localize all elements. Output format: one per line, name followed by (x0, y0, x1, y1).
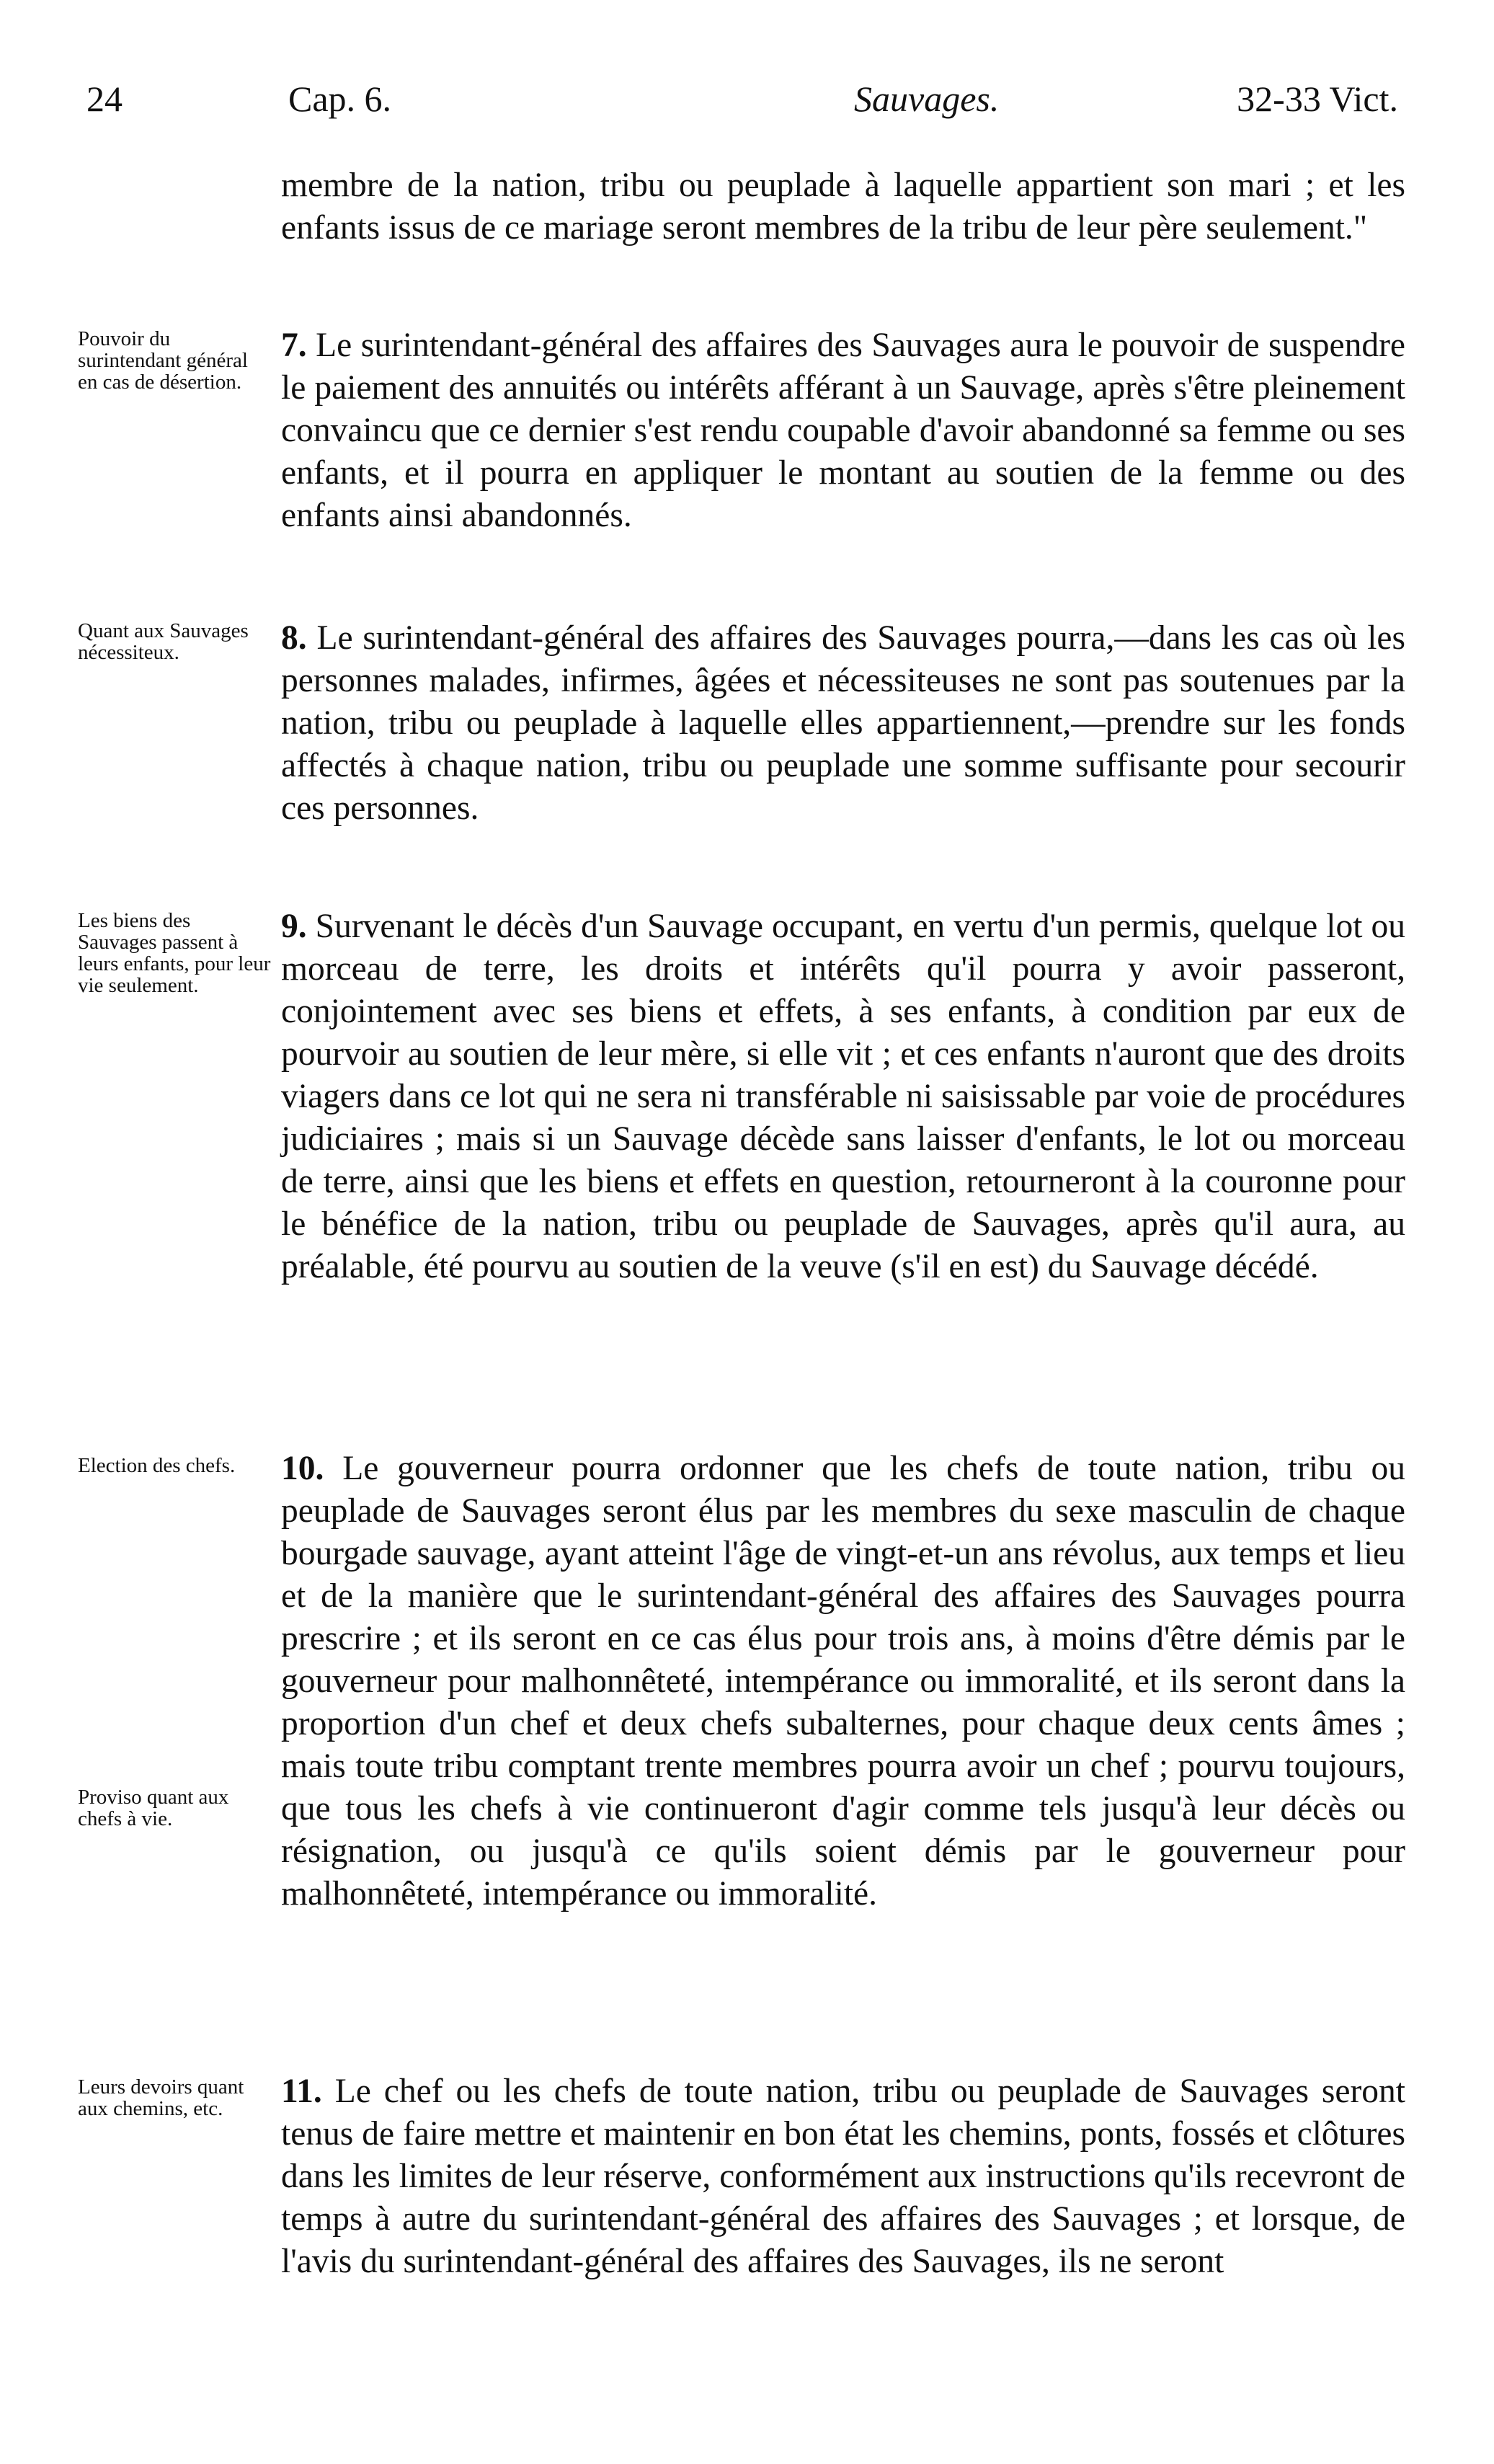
chapter-label: Cap. 6. (288, 79, 392, 119)
running-title: Sauvages. (854, 79, 1000, 119)
section-text: Le gouverneur pourra ordonner que les chefs de toute nation, tribu ou peuplade de Sauvages seront élus par les membres du sexe masculin de chaque bourgade sauvage, ayant atteint l'âge de vingt-et-un ans révolus, aux temps et lieu et de la manière que le surintendant-général des affaires des Sauvages pourra prescrire ; et ils seront en ce cas élus pour trois ans, à moins d'être démis par le gouverneur pour malhonnêteté, intempérance ou immoralité, et ils seront dans la proportion d'un chef et deux chefs subalternes, pour chaque deux cents âmes ; mais toute tribu comptant trente membres pourra avoir un chef ; pourvu toujours, que tous les chefs à vie continueront d'agir comme tels jusqu'à leur décès ou résignation, ou jusqu'à ce qu'ils soient démis par le gouverneur pour malhonnêteté, intempérance ou immoralité. (281, 1450, 1406, 1913)
section-10 (281, 1448, 1405, 1915)
section-9 (281, 905, 1405, 1288)
section-number: 8. (281, 619, 307, 657)
section-text: Le surintendant-général des affaires des Sauvages aura le pouvoir de suspendre le paiement des annuités ou intérêts afférant à un Sauvage, après s'être pleinement convaincu que ce dernier s'est rendu coupable d'avoir abandonné sa femme ou ses enfants, et il pourra en appliquer le montant au soutien de la femme ou des enfants ainsi abandonnés. (281, 327, 1405, 534)
margin-note-section-7: Pouvoir du surintendant général en cas de désertion. (78, 327, 248, 394)
section-number: 11. (281, 2073, 322, 2110)
margin-note-section-11: Leurs devoirs quant aux chemins, etc. (78, 2075, 244, 2120)
margin-note-section-10: Election des chefs. (78, 1454, 236, 1477)
statute-reference: 32-33 Vict. (1237, 79, 1398, 119)
margin-note-section-9: Les biens des Sauvages passent à leurs enfants, pour leur vie seulement. (78, 909, 271, 997)
section-number: 7. (281, 327, 307, 364)
page-number: 24 (86, 79, 123, 119)
section-7 (281, 324, 1405, 537)
margin-note-section-8: Quant aux Sauvages nécessiteux. (78, 619, 249, 664)
intro-paragraph: membre de la nation, tribu ou peuplade à laquelle appartient son mari ; et les enfants issus de ce mariage seront membres de la tribu de leur père seulement." (281, 167, 1405, 247)
section-number: 10. (281, 1450, 324, 1487)
section-text: Le surintendant-général des affaires des Sauvages pourra,—dans les cas où les personnes malades, infirmes, âgées et nécessiteuses ne sont pas soutenues par la nation, tribu ou peuplade à laquelle elles appartiennent,—prendre sur les fonds affectés à chaque nation, tribu ou peuplade une somme suffisante pour secourir ces personnes. (281, 619, 1405, 827)
margin-note-proviso: Proviso quant aux chefs à vie. (78, 1786, 229, 1830)
section-8 (281, 617, 1405, 830)
section-text: Le chef ou les chefs de toute nation, tribu ou peuplade de Sauvages seront tenus de faire mettre et maintenir en bon état les chemins, ponts, fossés et clôtures dans les limites de leur réserve, conformément aux instructions qu'ils recevront de temps à autre du surintendant-général des affaires des Sauvages ; et lorsque, de l'avis du surintendant-général des affaires des Sauvages, ils ne seront (281, 2073, 1405, 2280)
section-number: 9. (281, 908, 307, 945)
section-11 (281, 2070, 1405, 2283)
page-header (79, 78, 1405, 128)
section-text: Survenant le décès d'un Sauvage occupant, en vertu d'un permis, quelque lot ou morceau de terre, les droits et intérêts qu'il pourra y avoir passeront, conjointement avec ses biens et effets, à ses enfants, à condition par eux de pourvoir au soutien de leur mère, si elle vit ; et ces enfants n'auront que des droits viagers dans ce lot qui ne sera ni transférable ni saisissable par voie de procédures judiciaires ; mais si un Sauvage décède sans laisser d'enfants, le lot ou morceau de terre, ainsi que les biens et effets en question, retourneront à la couronne pour le bénéfice de la nation, tribu ou peuplade de Sauvages, après qu'il aura, au préalable, été pourvu au soutien de la veuve (s'il en est) du Sauvage décédé. (281, 908, 1405, 1285)
